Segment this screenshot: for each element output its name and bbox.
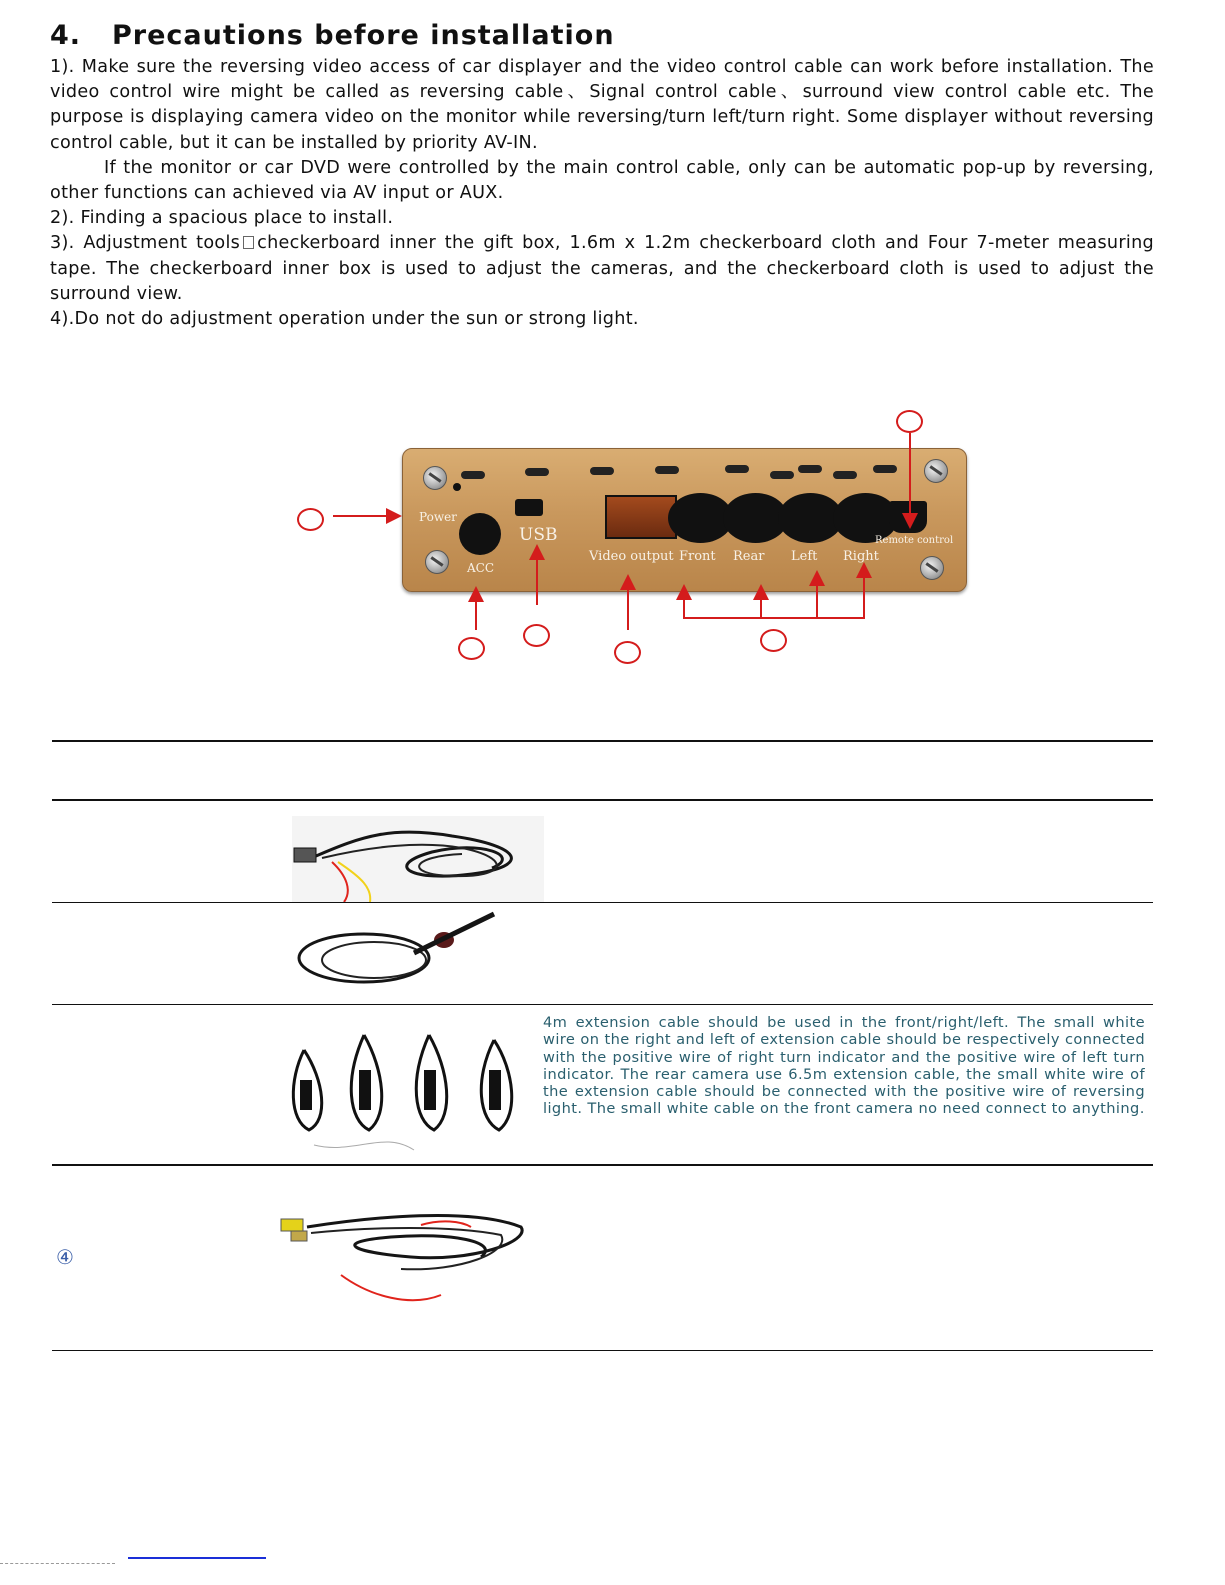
extension-cable-description xyxy=(543,1014,1145,1118)
paragraph-2: If the monitor or car DVD were controlled by the main control cable, only can be automatic pop-up by reversing, other functions can achieved via AV input or AUX. xyxy=(50,157,1154,204)
power-cable-image xyxy=(292,816,544,902)
paragraph-1: 1). Make sure the reversing video access of car displayer and the video control cable can work before installation. The video control wire might be called as reversing cable、Signal control cable、surround view control cable etc. The purpose is displaying camera video on the monitor while reversing/turn left/turn right. Some displayer without reversing control cable, but it can be installed by priority AV-IN. xyxy=(50,57,1154,153)
label-left: Left xyxy=(791,549,818,564)
table-top-rule xyxy=(52,740,1153,742)
paragraph-3: 2). Finding a spacious place to install. xyxy=(50,208,394,229)
label-right: Right xyxy=(843,549,879,564)
extension-cable-text: 4m extension cable should be used in the front/right/left. The small white wire on the right and left of extension cable should be respectively connected with the positive wire of right turn indicator and the positive wire of left turn indicator. The rear camera use 6.5m extension cable, the small white wire of the extension cable should be connected with the positive wire of reversing light. The small white cable on the front camera no need connect to anything. xyxy=(543,1014,1145,1118)
label-usb: USB xyxy=(519,525,558,545)
table-row-rule xyxy=(52,1164,1153,1166)
label-video-output: Video output xyxy=(589,549,674,564)
table-bottom-rule xyxy=(52,1350,1153,1351)
footer-link-underline xyxy=(128,1557,266,1559)
paragraph-4-lead: 3). Adjustment tools xyxy=(50,233,241,254)
label-acc: ACC xyxy=(467,561,495,575)
extension-cables-image xyxy=(284,1020,536,1154)
row-number-4: ④ xyxy=(56,1245,74,1269)
footer-dash xyxy=(0,1563,115,1564)
callout-arrows xyxy=(0,0,1225,700)
section-number: 4. xyxy=(50,20,82,51)
table-header-rule xyxy=(52,799,1153,801)
label-remote-control: Remote control xyxy=(875,535,954,546)
table-row-rule xyxy=(52,1004,1153,1005)
paragraph-5: 4).Do not do adjustment operation under the sun or strong light. xyxy=(50,309,639,330)
section-title: Precautions before installation xyxy=(112,20,615,51)
remote-receiver-image xyxy=(294,908,504,988)
table-row-rule xyxy=(52,902,1153,903)
label-rear: Rear xyxy=(733,549,765,564)
av-cable-image xyxy=(271,1197,539,1319)
label-power: Power xyxy=(419,510,457,524)
label-front: Front xyxy=(679,549,716,564)
paragraph-4-rest: checkerboard inner the gift box, 1.6m x 1.2m checkerboard cloth and Four 7-meter measuring tape. The checkerboard inner box is used to adjust the cameras, and the checkerboard cloth is used to adjust the surround view. xyxy=(50,233,1155,304)
